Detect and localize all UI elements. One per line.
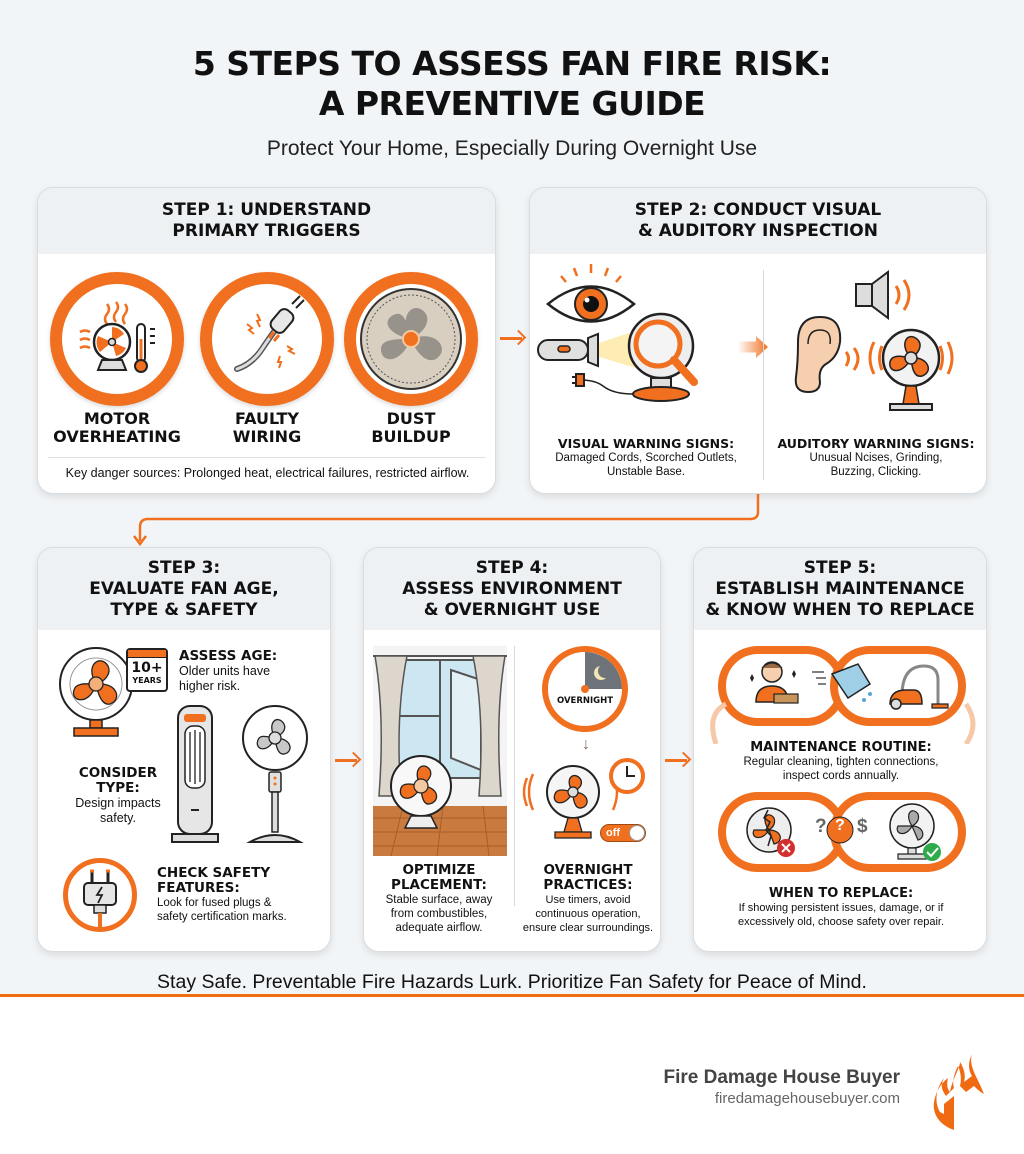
auditory-warning-heading: AUDITORY WARNING SIGNS: [777,436,975,451]
fused-plug-icon [68,863,132,927]
off-switch-label: off [606,827,621,839]
brand-url: firedamagehousebuyer.com [714,1090,900,1107]
noisy-fan-icon [870,330,952,410]
overnight-practices-text [514,863,661,935]
step-3-title [38,548,330,630]
placement-heading-2: PLACEMENT: [391,877,487,893]
assess-age-heading: ASSESS AGE: [179,648,278,664]
step-1-card [37,187,496,494]
switch-knob [629,825,645,841]
step-2-title-line-2: & AUDITORY INSPECTION [637,221,878,241]
overnight-line-3: ensure clear surroundings. [522,922,654,934]
faulty-wiring-badge [200,272,334,406]
trigger-1-line-2: OVERHEATING [53,427,181,446]
safety-features-text [157,866,331,924]
step-1-title-line-2: PRIMARY TRIGGERS [172,221,361,241]
off-switch[interactable] [600,824,646,842]
trigger-3-line-2: BUILDUP [371,427,451,446]
arrow-step1-to-step2 [500,337,522,340]
step-3-card [37,547,331,952]
age-badge-number: 10+ [131,660,163,676]
maintenance-line-2: inspect cords annually. [782,770,900,782]
fan-types-icon [170,700,310,850]
dusty-fan-icon [356,284,466,394]
visual-warning-heading: VISUAL WARNING SIGNS: [557,436,735,451]
safety-features-line-2: safety certification marks. [157,911,287,923]
safety-features-heading-2: FEATURES: [157,880,240,896]
step-4-title [364,548,660,630]
ear-icon [796,317,858,392]
replace-heading: WHEN TO REPLACE: [768,886,914,901]
overheating-fan-icon [62,284,172,394]
when-to-replace-text [694,886,987,929]
consider-type-heading-2: TYPE: [96,780,140,796]
replace-line-2: excessively old, choose safety over repair. [737,916,945,928]
maintenance-line-1: Regular cleaning, tighten connections, [743,756,939,768]
consider-type-heading-1: CONSIDER [78,765,158,781]
placement-heading-1: OPTIMIZE [402,862,476,878]
pedestal-fan-icon [243,706,307,842]
assess-age-line-1: Older units have [179,664,271,678]
question-mark-orange: ? [835,817,845,834]
replace-line-1: If showing persistent issues, damage, or if [738,902,944,914]
brand-name: Fire Damage House Buyer [663,1067,900,1088]
eye-icon [548,264,634,322]
page-subtitle: Protect Your Home, Especially During Overnight Use [266,137,758,160]
safety-features-heading-1: CHECK SAFETY [157,865,271,881]
visual-warning-line-2: Unstable Base. [607,466,685,478]
overnight-line-2: continuous operation, [535,908,641,920]
step-5-card [693,547,987,952]
step-2-title [530,188,986,254]
visual-inspection-illustration [536,264,736,424]
step-3-title-line-1: STEP 3: [147,557,221,578]
placement-line-3: adequate airflow. [395,922,483,934]
faulty-wiring-icon [212,284,322,394]
dollar-sign: $ [857,816,868,837]
step-4-title-line-1: STEP 4: [475,557,549,578]
overnight-heading-1: OVERNIGHT [543,862,633,878]
step-2-card [529,187,987,494]
speaker-icon [856,272,909,318]
age-calendar-badge [126,648,168,692]
title-line-1: 5 STEPS TO ASSESS FAN FIRE RISK: [192,44,832,83]
placement-line-1: Stable surface, away [385,894,493,906]
overnight-line-1: Use timers, avoid [545,894,631,906]
overnight-heading-2: PRACTICES: [543,877,633,893]
trigger-1-line-1: MOTOR [83,409,151,428]
step-1-title-line-1: STEP 1: UNDERSTAND [161,200,372,220]
question-mark-gray: ? [815,816,827,837]
step-5-title-line-1: STEP 5: [803,557,877,578]
consider-type-line-1: Design impacts [75,796,161,810]
room-placement-illustration [373,646,507,856]
footer-tagline: Stay Safe. Preventable Fire Hazards Lurk. Prioritize Fan Safety for Peace of Mind. [157,971,867,993]
moon-icon [598,664,612,678]
step-3-title-line-2: EVALUATE FAN AGE, [89,578,279,599]
motor-overheating-badge [50,272,184,406]
maintenance-routine-text [694,740,987,783]
step-1-title [38,188,495,254]
flame-house-logo-icon [932,1052,992,1132]
step-1-divider [48,457,486,458]
visual-warning-line-1: Damaged Cords, Scorched Outlets, [555,452,737,464]
footer-divider [0,994,1024,997]
step-4-title-line-2: ASSESS ENVIRONMENT [402,578,622,599]
clock-hand-center [581,685,589,693]
down-arrow-icon: ↓ [582,736,590,753]
maintenance-heading: MAINTENANCE ROUTINE: [750,740,932,755]
title-line-2: A PREVENTIVE GUIDE [318,84,706,123]
consider-type-text [68,766,168,826]
step-5-title [694,548,986,630]
arrow-step4-to-step5 [665,759,687,762]
trigger-3-line-1: DUST [386,409,436,428]
motor-overheating-label [46,410,188,446]
assess-age-text [179,648,329,694]
auditory-inspection-illustration [778,264,978,424]
step-3-title-line-3: TYPE & SAFETY [110,599,258,620]
trigger-2-line-1: FAULTY [234,409,300,428]
dust-buildup-badge [344,272,478,406]
visual-warning-signs [530,436,762,479]
arrow-step3-to-step4 [335,759,357,762]
step-2-title-line-1: STEP 2: CONDUCT VISUAL [634,200,882,220]
overnight-clock-label: OVERNIGHT [556,696,614,706]
safety-features-line-1: Look for fused plugs & [157,897,272,909]
auditory-warning-line-1: Unusual Ncises, Grinding, [809,452,943,464]
step-5-title-line-2: ESTABLISH MAINTENANCE [715,578,965,599]
auditory-warning-line-2: Buzzing, Clicking. [830,466,922,478]
brand-block [560,1066,900,1108]
step-4-title-line-3: & OVERNIGHT USE [423,599,601,620]
tower-fan-icon [172,706,218,842]
consider-type-line-2: safety. [100,811,136,825]
placement-line-2: from combustibles, [390,908,488,920]
step-1-footnote: Key danger sources: Prolonged heat, electrical failures, restricted airflow. [65,466,470,480]
step-4-card [363,547,661,952]
trigger-2-line-2: WIRING [232,427,302,446]
auditory-warning-signs [764,436,987,479]
age-badge-unit: YEARS [132,676,162,685]
assess-age-line-2: higher risk. [179,679,241,693]
calendar-header [128,650,166,658]
page-title [0,44,1024,124]
dust-buildup-label [340,410,482,446]
maintenance-loop-illustration [694,644,987,744]
faulty-wiring-label [196,410,338,446]
safety-plug-badge [63,858,137,932]
overnight-clock [542,646,628,732]
step-5-title-line-3: & KNOW WHEN TO REPLACE [705,599,975,620]
optimize-placement-text [364,863,514,935]
connector-step2-to-step3 [0,494,1024,554]
